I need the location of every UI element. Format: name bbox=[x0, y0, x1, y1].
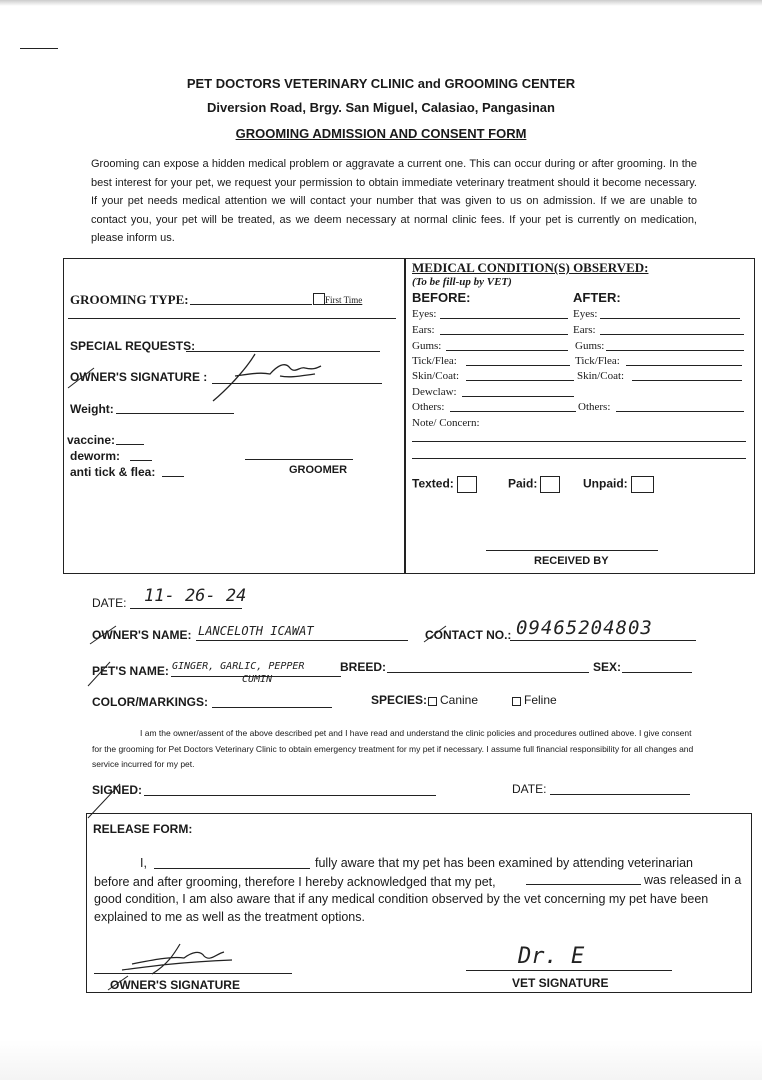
date-value: 11- 26- 24 bbox=[144, 586, 247, 606]
owner-signature-label: OWNER'S SIGNATURE : bbox=[70, 370, 208, 384]
date2-field[interactable] bbox=[550, 794, 690, 795]
before-tickflea: Tick/Flea: bbox=[412, 355, 457, 367]
received-by-label: RECEIVED BY bbox=[534, 555, 609, 567]
color-label: COLOR/MARKINGS: bbox=[92, 695, 208, 709]
special-requests-label: SPECIAL REQUESTS: bbox=[70, 339, 196, 353]
after-tickflea: Tick/Flea: bbox=[575, 355, 620, 367]
before-skincoat: Skin/Coat: bbox=[412, 370, 460, 382]
first-time-label: First Time bbox=[325, 295, 363, 305]
texted-checkbox[interactable] bbox=[457, 476, 477, 493]
release-owner-strike bbox=[106, 974, 130, 992]
deworm-field[interactable] bbox=[130, 460, 152, 461]
owner-name-value: LANCELOTH ICAWAT bbox=[198, 624, 314, 638]
after-eyes: Eyes: bbox=[573, 308, 598, 320]
before-eyes-field[interactable] bbox=[440, 318, 568, 319]
note-line-1[interactable] bbox=[412, 441, 746, 442]
feline-checkbox[interactable] bbox=[512, 697, 521, 706]
paid-label bbox=[508, 476, 560, 493]
groomer-field[interactable] bbox=[245, 459, 353, 460]
note-concern: Note/ Concern: bbox=[412, 417, 480, 429]
contact-strike bbox=[422, 622, 448, 646]
after-heading: AFTER: bbox=[573, 290, 621, 305]
species-label: SPECIES: bbox=[371, 693, 428, 707]
contact-label: CONTACT NO.: bbox=[425, 628, 512, 642]
clinic-name: PET DOCTORS VETERINARY CLINIC and GROOMING CENTER bbox=[186, 76, 576, 91]
after-others-field[interactable] bbox=[616, 411, 744, 412]
after-eyes-field[interactable] bbox=[600, 318, 740, 319]
pet-name-label: PET'S NAME: bbox=[92, 664, 169, 678]
owner-name-strike bbox=[88, 622, 118, 646]
owner-name-label: OWNER'S NAME: bbox=[92, 628, 192, 642]
breed-field[interactable] bbox=[387, 672, 589, 673]
medical-title: MEDICAL CONDITION(S) OBSERVED: bbox=[412, 260, 649, 275]
before-ears: Ears: bbox=[412, 324, 435, 336]
release-title: RELEASE FORM: bbox=[93, 822, 193, 836]
release-line3: good condition, I am also aware that if any medical condition observed by the vet concerning my pet have been bbox=[94, 892, 709, 906]
scan-edge bbox=[0, 0, 762, 6]
paid-text: Paid: bbox=[508, 476, 538, 491]
release-name-field[interactable] bbox=[154, 868, 310, 869]
before-others-field[interactable] bbox=[450, 411, 576, 412]
canine-checkbox[interactable] bbox=[428, 697, 437, 706]
after-skincoat: Skin/Coat: bbox=[577, 370, 625, 382]
pet-name-value-2: CUMIN bbox=[242, 674, 273, 685]
signed-field[interactable] bbox=[144, 795, 436, 796]
owner-signature-scribble bbox=[205, 346, 325, 406]
release-pet-field[interactable] bbox=[526, 884, 641, 885]
release-line4: explained to me as well as the treatment options. bbox=[94, 910, 365, 924]
unpaid-label bbox=[583, 476, 654, 493]
received-by-field[interactable] bbox=[486, 550, 658, 551]
anti-tick-label: anti tick & flea: bbox=[70, 465, 156, 479]
before-tickflea-field[interactable] bbox=[466, 365, 570, 366]
date2-label: DATE: bbox=[512, 782, 547, 796]
medical-subtitle: (To be fill-up by VET) bbox=[412, 276, 512, 288]
groomer-label: GROOMER bbox=[289, 464, 348, 476]
deworm-label: deworm: bbox=[70, 449, 121, 463]
grooming-type-label: GROOMING TYPE: bbox=[70, 292, 189, 307]
intro-paragraph: Grooming can expose a hidden medical problem or aggravate a current one. This can occur during or after grooming. In the best interest for your pet, we request your permission to obtain immediate veterinary treatment should it become necessary. If your pet needs medical attention we will contact your number that was given to us on admission. If we are unable to contact you, your pet will be treated, as we deem necessary at normal clinic fees. If your pet is currently on medication, please inform us. bbox=[91, 158, 697, 244]
release-line2: before and after grooming, therefore I hereby acknowledged that my pet, bbox=[94, 875, 496, 889]
before-gums: Gums: bbox=[412, 340, 442, 352]
after-skincoat-field[interactable] bbox=[632, 380, 742, 381]
before-dewclaw-field[interactable] bbox=[462, 396, 574, 397]
signed-label: SIGNED: bbox=[92, 783, 143, 797]
stray-mark bbox=[20, 48, 58, 49]
after-ears: Ears: bbox=[573, 324, 596, 336]
form-title: GROOMING ADMISSION AND CONSENT FORM bbox=[235, 126, 527, 141]
texted-label bbox=[412, 476, 477, 493]
sex-label: SEX: bbox=[593, 660, 622, 674]
before-heading: BEFORE: bbox=[412, 290, 471, 305]
after-others: Others: bbox=[578, 401, 611, 413]
weight-label: Weight: bbox=[70, 402, 114, 416]
feline-label: Feline bbox=[524, 693, 557, 707]
after-gums: Gums: bbox=[575, 340, 605, 352]
canine-label: Canine bbox=[440, 693, 479, 707]
vet-sig-label: VET SIGNATURE bbox=[512, 976, 609, 990]
owner-label-strike bbox=[66, 366, 96, 390]
note-line-2[interactable] bbox=[412, 458, 746, 459]
breed-label: BREED: bbox=[340, 660, 387, 674]
vet-sig-field[interactable] bbox=[466, 970, 672, 971]
before-others: Others: bbox=[412, 401, 445, 413]
owner-name-field[interactable] bbox=[196, 640, 408, 641]
after-ears-field[interactable] bbox=[600, 334, 744, 335]
grooming-type-line2[interactable] bbox=[68, 318, 396, 319]
grooming-type-field[interactable] bbox=[190, 304, 312, 305]
vaccine-field[interactable] bbox=[116, 444, 144, 445]
contact-field[interactable] bbox=[510, 640, 696, 641]
before-gums-field[interactable] bbox=[446, 350, 568, 351]
texted-text: Texted: bbox=[412, 476, 454, 491]
panel-divider bbox=[404, 258, 406, 574]
scan-bottom bbox=[0, 1040, 762, 1080]
first-time-checkbox[interactable] bbox=[313, 293, 325, 305]
contact-value: 09465204803 bbox=[516, 617, 653, 639]
weight-field[interactable] bbox=[116, 413, 234, 414]
paid-checkbox[interactable] bbox=[540, 476, 560, 493]
sex-field[interactable] bbox=[622, 672, 692, 673]
pet-name-strike bbox=[86, 660, 114, 688]
before-ears-field[interactable] bbox=[440, 334, 568, 335]
after-gums-field[interactable] bbox=[606, 350, 744, 351]
anti-tick-field[interactable] bbox=[162, 476, 184, 477]
vet-signature-value: Dr. E bbox=[518, 944, 585, 969]
pet-name-value: GINGER, GARLIC, PEPPER bbox=[172, 661, 305, 672]
clinic-address: Diversion Road, Brgy. San Miguel, Calasiao, Pangasinan bbox=[207, 100, 555, 115]
release-i: I, bbox=[140, 856, 147, 870]
unpaid-text: Unpaid: bbox=[583, 476, 628, 491]
color-field[interactable] bbox=[212, 707, 332, 708]
release-owner-signature-scribble bbox=[112, 940, 242, 980]
consent-paragraph: I am the owner/assent of the above described pet and I have read and understand the clinic policies and procedures outlined above. I give consent for the grooming for Pet Doctors Veterinary Clinic to obtain emergency treatment for my pet if necessary. I assume full financial responsibility for all changes and service incurred for my pet. bbox=[92, 728, 694, 769]
before-skincoat-field[interactable] bbox=[466, 380, 574, 381]
date-field[interactable] bbox=[130, 608, 242, 609]
release-line1: fully aware that my pet has been examined by attending veterinarian bbox=[315, 856, 694, 870]
release-line2b: was released in a bbox=[644, 873, 742, 887]
release-owner-sig-label: OWNER'S SIGNATURE bbox=[110, 978, 240, 992]
date-label: DATE: bbox=[92, 596, 127, 610]
before-dewclaw: Dewclaw: bbox=[412, 386, 457, 398]
vaccine-label: vaccine: bbox=[67, 433, 116, 447]
after-tickflea-field[interactable] bbox=[626, 365, 742, 366]
unpaid-checkbox[interactable] bbox=[631, 476, 654, 493]
before-eyes: Eyes: bbox=[412, 308, 437, 320]
